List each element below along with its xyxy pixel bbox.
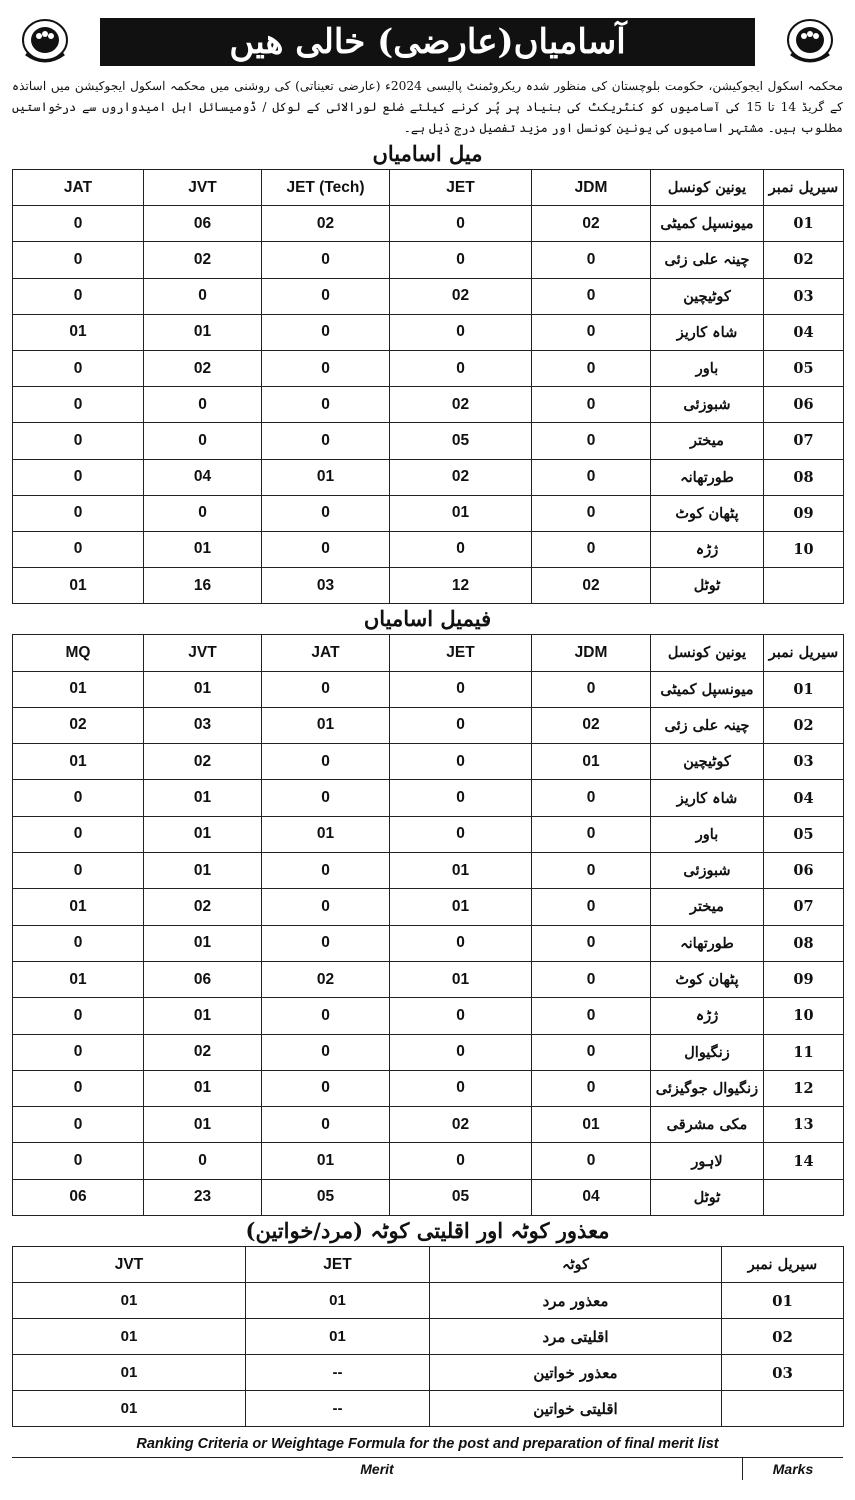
table-cell: 0 — [390, 1034, 532, 1070]
table-cell: 12 — [390, 568, 532, 604]
table-cell: 01 — [13, 314, 144, 350]
table-cell: چینہ علی زئی — [651, 707, 764, 743]
column-header: JAT — [262, 635, 390, 671]
table-cell — [764, 568, 844, 604]
table-cell: 0 — [390, 925, 532, 961]
table-row — [13, 1355, 844, 1391]
table-cell: 05 — [764, 816, 844, 852]
table-cell: 01 — [262, 459, 390, 495]
column-header: کوٹہ — [430, 1247, 722, 1283]
column-header: JDM — [532, 170, 651, 206]
table-cell: مکی مشرقی — [651, 1107, 764, 1143]
table-cell: چینہ علی زئی — [651, 242, 764, 278]
table-cell: 02 — [262, 206, 390, 242]
table-cell: 02 — [390, 459, 532, 495]
table-cell: 0 — [262, 531, 390, 567]
table-cell: 02 — [13, 707, 144, 743]
table-cell: 0 — [532, 1143, 651, 1179]
table-cell: 0 — [262, 278, 390, 314]
table-cell: 0 — [144, 1143, 262, 1179]
column-header: سیریل نمبر — [764, 170, 844, 206]
table-cell: 01 — [390, 961, 532, 997]
table-cell: 0 — [13, 495, 144, 531]
table-cell: 01 — [262, 707, 390, 743]
table-cell: 13 — [764, 1107, 844, 1143]
table-cell: 01 — [532, 744, 651, 780]
table-cell: 01 — [246, 1283, 430, 1319]
column-header: JVT — [144, 170, 262, 206]
table-cell: 0 — [390, 206, 532, 242]
table-cell: 02 — [722, 1319, 844, 1355]
table-cell: میونسپل کمیٹی — [651, 206, 764, 242]
table-cell: 14 — [764, 1143, 844, 1179]
table-cell: 0 — [532, 459, 651, 495]
quota-table — [12, 1246, 844, 1427]
male-vacancies-table — [12, 169, 844, 604]
table-cell: 07 — [764, 423, 844, 459]
table-row — [13, 925, 844, 961]
column-header: JVT — [13, 1247, 246, 1283]
table-cell: 0 — [13, 423, 144, 459]
table-cell: 04 — [532, 1179, 651, 1215]
table-cell: 02 — [764, 242, 844, 278]
table-row — [13, 671, 844, 707]
table-cell: 06 — [144, 961, 262, 997]
table-cell: 0 — [262, 853, 390, 889]
table-cell: 0 — [13, 531, 144, 567]
table-cell: 0 — [532, 531, 651, 567]
table-cell: 0 — [390, 671, 532, 707]
table-cell: 0 — [532, 1034, 651, 1070]
table-cell: 01 — [764, 671, 844, 707]
table-cell: 10 — [764, 998, 844, 1034]
table-cell: 0 — [262, 314, 390, 350]
column-header: یونین کونسل — [651, 635, 764, 671]
table-cell: 02 — [390, 278, 532, 314]
table-cell: 01 — [144, 925, 262, 961]
table-cell: 09 — [764, 495, 844, 531]
table-cell: 0 — [13, 816, 144, 852]
table-cell: 16 — [144, 568, 262, 604]
column-header: MQ — [13, 635, 144, 671]
page-title: آسامیاں(عارضی) خالی ھیں — [100, 18, 755, 66]
table-cell: 01 — [144, 998, 262, 1034]
table-cell: 06 — [13, 1179, 144, 1215]
table-cell: 0 — [390, 780, 532, 816]
table-cell: 01 — [13, 1319, 246, 1355]
table-cell: 0 — [13, 925, 144, 961]
table-cell: 0 — [532, 495, 651, 531]
table-cell: 0 — [532, 961, 651, 997]
government-logo-icon — [14, 14, 76, 66]
table-cell: -- — [246, 1355, 430, 1391]
table-cell: 01 — [13, 744, 144, 780]
table-cell: 01 — [13, 1355, 246, 1391]
table-cell: 01 — [13, 889, 144, 925]
table-cell: 01 — [262, 1143, 390, 1179]
table-cell: 0 — [532, 853, 651, 889]
table-cell: 0 — [262, 744, 390, 780]
table-cell: 06 — [144, 206, 262, 242]
column-header: JAT — [13, 170, 144, 206]
table-row — [13, 1143, 844, 1179]
column-header: سیریل نمبر — [722, 1247, 844, 1283]
table-cell: 01 — [13, 568, 144, 604]
table-cell: 0 — [262, 889, 390, 925]
table-cell: شبوزئی — [651, 853, 764, 889]
table-cell: طورتھانہ — [651, 459, 764, 495]
table-cell: 0 — [13, 278, 144, 314]
table-header-row — [13, 635, 844, 671]
table-header-row — [13, 1247, 844, 1283]
table-cell: 12 — [764, 1070, 844, 1106]
table-cell: 0 — [262, 925, 390, 961]
table-cell: 0 — [532, 350, 651, 386]
table-row — [13, 889, 844, 925]
table-cell: 01 — [13, 671, 144, 707]
table-cell: 02 — [764, 707, 844, 743]
column-header: JVT — [144, 635, 262, 671]
table-cell: 0 — [262, 242, 390, 278]
table-cell: 01 — [144, 1070, 262, 1106]
table-cell: 0 — [262, 671, 390, 707]
table-cell: 01 — [532, 1107, 651, 1143]
table-cell: زنگیوال جوگیزئی — [651, 1070, 764, 1106]
table-cell: 02 — [262, 961, 390, 997]
table-cell: 0 — [13, 998, 144, 1034]
table-cell: 01 — [390, 889, 532, 925]
table-cell: 0 — [13, 387, 144, 423]
table-row — [13, 350, 844, 386]
table-cell: 02 — [144, 1034, 262, 1070]
column-header: یونین کونسل — [651, 170, 764, 206]
female-vacancies-table — [12, 634, 844, 1216]
table-cell: 08 — [764, 459, 844, 495]
table-cell: زنگیوال — [651, 1034, 764, 1070]
table-cell: 03 — [722, 1355, 844, 1391]
table-cell: طورتھانہ — [651, 925, 764, 961]
table-cell: 02 — [144, 889, 262, 925]
table-cell: 0 — [262, 780, 390, 816]
government-logo-icon — [779, 14, 841, 66]
merit-header-row — [12, 1457, 843, 1480]
table-header-row — [13, 170, 844, 206]
marks-label: Marks — [742, 1458, 843, 1480]
table-cell: کوٹیچین — [651, 744, 764, 780]
table-cell: شاہ کاریز — [651, 314, 764, 350]
table-row — [13, 744, 844, 780]
table-cell: 0 — [262, 350, 390, 386]
column-header: JET — [390, 170, 532, 206]
table-cell: 0 — [390, 816, 532, 852]
table-cell: 03 — [144, 707, 262, 743]
table-cell: 01 — [390, 495, 532, 531]
table-cell: 0 — [144, 387, 262, 423]
table-cell: پٹھان کوٹ — [651, 961, 764, 997]
table-row — [13, 1319, 844, 1355]
table-cell: 06 — [764, 387, 844, 423]
table-cell: میونسپل کمیٹی — [651, 671, 764, 707]
table-cell: 01 — [764, 206, 844, 242]
table-cell: 05 — [390, 423, 532, 459]
ranking-criteria-title: Ranking Criteria or Weightage Formula for the post and preparation of final merit list — [136, 1436, 719, 1452]
table-cell: 0 — [390, 1070, 532, 1106]
table-cell: 0 — [13, 1034, 144, 1070]
table-cell: ژڑہ — [651, 998, 764, 1034]
table-cell: 01 — [144, 816, 262, 852]
table-row — [13, 998, 844, 1034]
table-row — [13, 242, 844, 278]
table-cell: ٹوٹل — [651, 568, 764, 604]
table-cell: 11 — [764, 1034, 844, 1070]
table-cell: 10 — [764, 531, 844, 567]
table-cell: 01 — [144, 780, 262, 816]
table-cell: باور — [651, 350, 764, 386]
table-cell: 01 — [722, 1283, 844, 1319]
column-header: JDM — [532, 635, 651, 671]
table-cell: 0 — [390, 744, 532, 780]
table-cell: 0 — [532, 423, 651, 459]
female-section-title: فیمیل اسامیاں — [363, 606, 492, 632]
table-cell: 0 — [532, 1070, 651, 1106]
table-cell: 0 — [390, 350, 532, 386]
table-cell: 03 — [764, 278, 844, 314]
table-cell: 04 — [144, 459, 262, 495]
table-row — [13, 314, 844, 350]
table-cell: شبوزئی — [651, 387, 764, 423]
table-cell: 05 — [764, 350, 844, 386]
table-cell: لاہور — [651, 1143, 764, 1179]
table-cell: معذور خواتین — [430, 1355, 722, 1391]
table-cell: میختر — [651, 889, 764, 925]
table-row — [13, 1283, 844, 1319]
advertisement-page — [8, 8, 847, 1500]
table-cell: 0 — [13, 206, 144, 242]
header — [8, 8, 847, 72]
table-cell: 01 — [13, 1391, 246, 1427]
table-cell: 02 — [144, 242, 262, 278]
table-cell: 01 — [144, 853, 262, 889]
table-cell: 0 — [144, 423, 262, 459]
table-cell: 08 — [764, 925, 844, 961]
table-cell: 0 — [144, 278, 262, 314]
table-cell: 0 — [144, 495, 262, 531]
table-cell: کوٹیچین — [651, 278, 764, 314]
table-cell — [722, 1391, 844, 1427]
table-cell: 0 — [13, 1070, 144, 1106]
table-cell: 02 — [144, 350, 262, 386]
table-cell: 0 — [390, 242, 532, 278]
table-cell: 03 — [764, 744, 844, 780]
table-row — [13, 495, 844, 531]
table-row — [13, 853, 844, 889]
table-cell: 0 — [532, 998, 651, 1034]
table-cell: 0 — [532, 314, 651, 350]
table-cell: -- — [246, 1391, 430, 1427]
table-row — [13, 1107, 844, 1143]
table-cell: 01 — [13, 1283, 246, 1319]
table-row — [13, 961, 844, 997]
table-row — [13, 1179, 844, 1215]
table-cell: 05 — [262, 1179, 390, 1215]
table-cell: 0 — [532, 671, 651, 707]
table-cell: باور — [651, 816, 764, 852]
table-cell: 0 — [13, 1107, 144, 1143]
merit-label: Merit — [360, 1461, 394, 1477]
table-cell: 0 — [13, 853, 144, 889]
table-row — [13, 707, 844, 743]
table-cell: 0 — [532, 816, 651, 852]
column-header: سیریل نمبر — [764, 635, 844, 671]
table-cell: شاہ کاریز — [651, 780, 764, 816]
table-cell: 02 — [390, 387, 532, 423]
table-cell: 01 — [262, 816, 390, 852]
male-section-title: میل اسامیاں — [372, 141, 483, 166]
table-cell: 0 — [13, 459, 144, 495]
table-cell: 04 — [764, 780, 844, 816]
table-row — [13, 459, 844, 495]
table-cell: ژڑہ — [651, 531, 764, 567]
quota-section-title: معذور کوٹہ اور اقلیتی کوٹہ (مرد/خواتین) — [245, 1218, 610, 1243]
table-cell: پٹھان کوٹ — [651, 495, 764, 531]
table-cell: 0 — [390, 1143, 532, 1179]
table-cell: 0 — [532, 889, 651, 925]
table-cell: 01 — [13, 961, 144, 997]
table-row — [13, 568, 844, 604]
table-cell: 0 — [262, 1107, 390, 1143]
table-cell: 02 — [532, 707, 651, 743]
table-cell: 0 — [532, 925, 651, 961]
intro-paragraph: محکمہ اسکول ایجوکیشن، حکومت بلوچستان کی منظور شدہ ریکروٹمنٹ پالیسی 2024ء (عارضی تعیناتی) کی روشنی میں محکمہ اسکول ایجوکیشن میں اساتذہ کے گریڈ 14 تا 15 کی آسامیوں کو کنٹریکٹ کی بنیاد پر پُر کرنے کیلئے ضلع لورالائی کے لوکل / ڈومیسائل اہل امیدواروں سے درخواستیں مطلوب ہیں۔ مشتہر اسامیوں کی یونین کونسل اور مزید تفصیل درج ذیل ہے۔ — [12, 79, 843, 135]
table-cell: 01 — [390, 853, 532, 889]
table-cell: 0 — [532, 278, 651, 314]
table-row — [13, 780, 844, 816]
table-cell: 0 — [262, 387, 390, 423]
table-cell: 0 — [532, 242, 651, 278]
table-cell: 04 — [764, 314, 844, 350]
table-row — [13, 1070, 844, 1106]
table-cell: 0 — [262, 423, 390, 459]
table-cell: 02 — [532, 206, 651, 242]
table-cell: 0 — [13, 1143, 144, 1179]
column-header: JET — [246, 1247, 430, 1283]
table-row — [13, 278, 844, 314]
table-row — [13, 531, 844, 567]
table-cell: 0 — [532, 387, 651, 423]
table-row — [13, 206, 844, 242]
table-cell: 0 — [262, 1070, 390, 1106]
table-cell: 0 — [13, 350, 144, 386]
table-cell: 01 — [144, 531, 262, 567]
table-cell: ٹوٹل — [651, 1179, 764, 1215]
table-cell: 0 — [13, 780, 144, 816]
table-cell: 01 — [144, 1107, 262, 1143]
table-cell: 01 — [144, 314, 262, 350]
table-cell: 09 — [764, 961, 844, 997]
table-cell: 02 — [144, 744, 262, 780]
table-cell: 0 — [262, 1034, 390, 1070]
table-row — [13, 816, 844, 852]
table-cell: 06 — [764, 853, 844, 889]
table-cell: معذور مرد — [430, 1283, 722, 1319]
table-cell: 01 — [246, 1319, 430, 1355]
table-cell: 05 — [390, 1179, 532, 1215]
column-header: JET (Tech) — [262, 170, 390, 206]
table-cell: 02 — [390, 1107, 532, 1143]
table-cell: 0 — [390, 531, 532, 567]
table-cell: 23 — [144, 1179, 262, 1215]
table-cell: 0 — [390, 314, 532, 350]
table-row — [13, 1391, 844, 1427]
table-cell: اقلیتی خواتین — [430, 1391, 722, 1427]
table-cell: 02 — [532, 568, 651, 604]
table-cell — [764, 1179, 844, 1215]
table-cell: 0 — [390, 707, 532, 743]
table-cell: 0 — [13, 242, 144, 278]
table-cell: 0 — [262, 998, 390, 1034]
table-cell: 03 — [262, 568, 390, 604]
table-row — [13, 387, 844, 423]
table-cell: 07 — [764, 889, 844, 925]
table-cell: 0 — [532, 780, 651, 816]
table-cell: 0 — [262, 495, 390, 531]
table-cell: 01 — [144, 671, 262, 707]
column-header: JET — [390, 635, 532, 671]
table-cell: 0 — [390, 998, 532, 1034]
table-row — [13, 423, 844, 459]
table-row — [13, 1034, 844, 1070]
table-cell: میختر — [651, 423, 764, 459]
table-cell: اقلیتی مرد — [430, 1319, 722, 1355]
